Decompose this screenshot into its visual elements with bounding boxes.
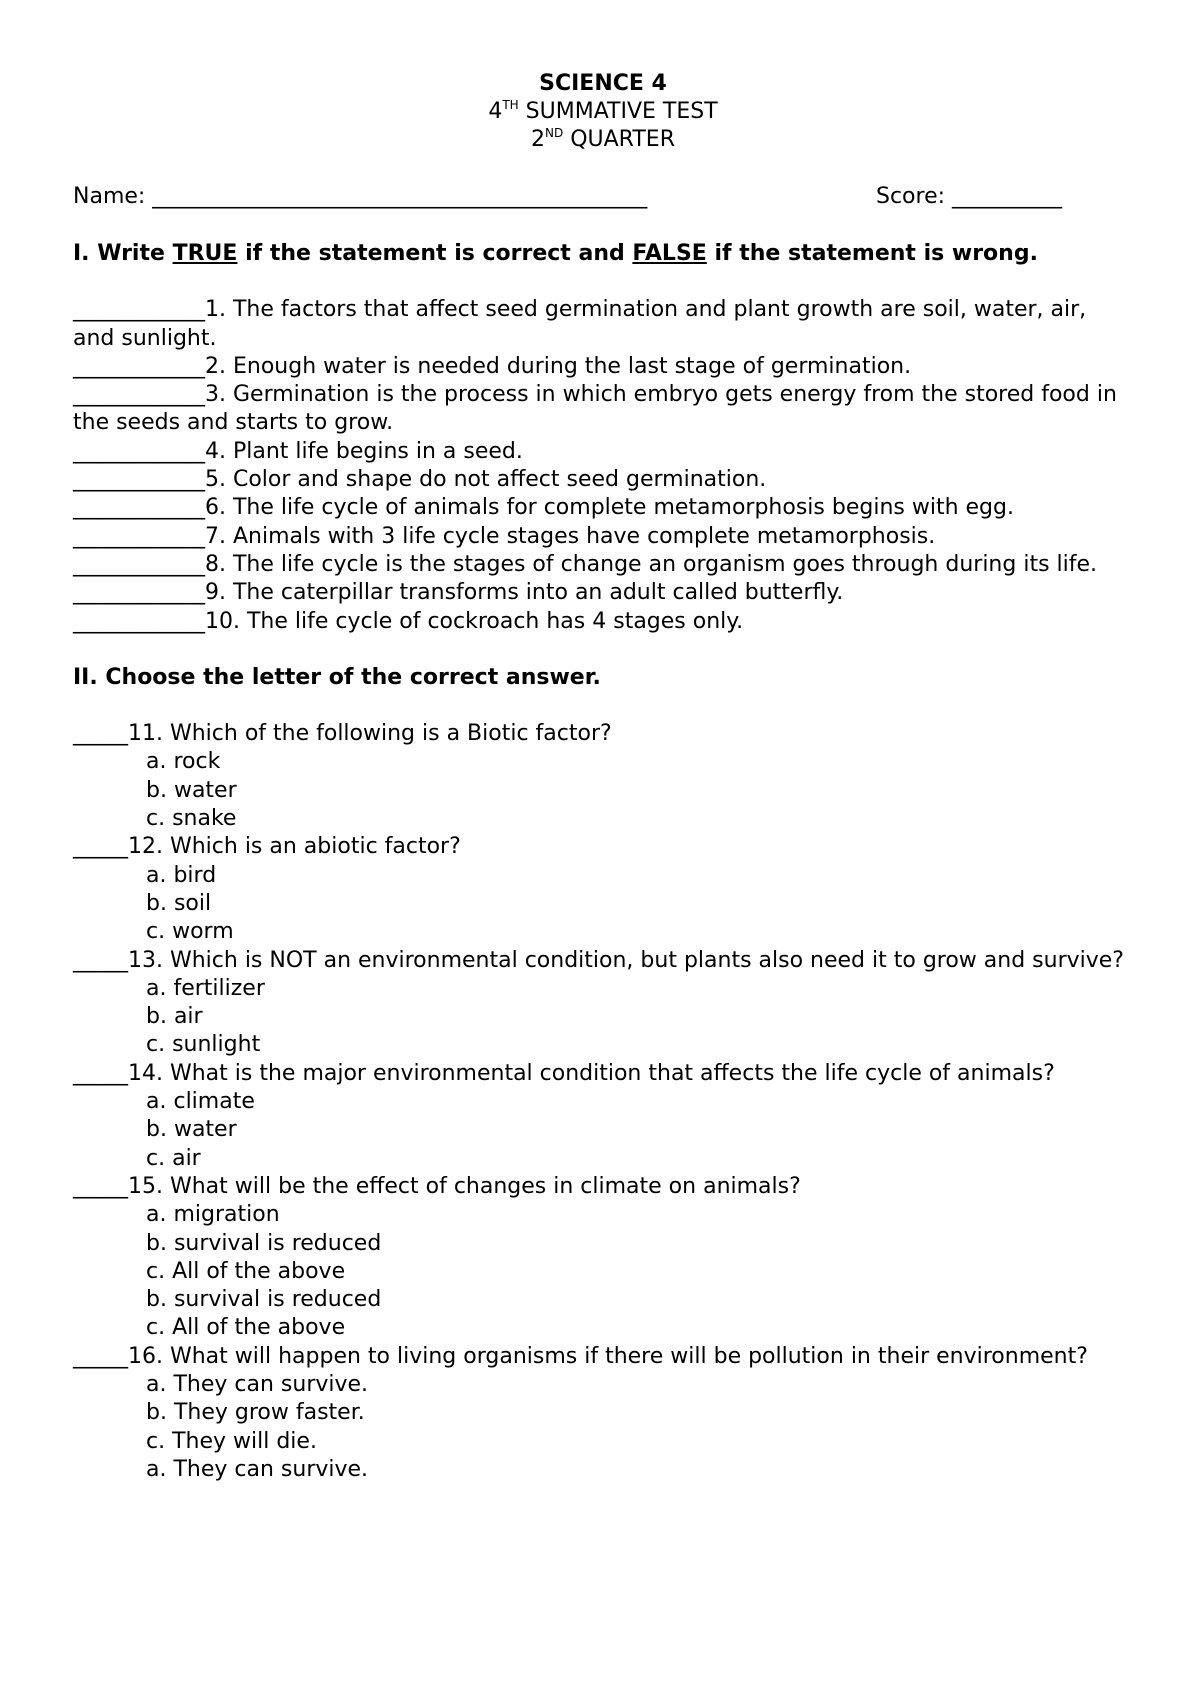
- choice: c. sunlight: [146, 1032, 261, 1058]
- test-page: [73, 70, 1133, 1484]
- tf-item-6: ____________6. The life cycle of animals for complete metamorphosis begins with egg.: [73, 495, 1014, 521]
- part2-directions: II. Choose the letter of the correct answer.: [73, 664, 601, 690]
- directions-text-3: if the statement is wrong.: [706, 241, 1038, 266]
- choice: a. They can survive.: [146, 1456, 369, 1482]
- tf-item-10: ____________10. The life cycle of cockroach has 4 stages only.: [73, 608, 744, 634]
- tf-item-3: ____________3. Germination is the process in which embryo gets energy from the stored food in the seeds and starts to grow.: [73, 382, 1117, 436]
- choice: b. soil: [146, 890, 212, 916]
- test-subtitle: [73, 98, 1133, 126]
- true-keyword: TRUE: [172, 241, 238, 266]
- tf-item-5: ____________5. Color and shape do not affect seed germination.: [73, 467, 767, 493]
- tf-item-8: ____________8. The life cycle is the stages of change an organism goes through during its life.: [73, 551, 1098, 577]
- choice: c. snake: [146, 806, 237, 832]
- choice: a. fertilizer: [146, 975, 265, 1001]
- tf-item-7: ____________7. Animals with 3 life cycle stages have complete metamorphosis.: [73, 523, 936, 549]
- part1-items: [73, 296, 1133, 636]
- choice: b. They grow faster.: [146, 1400, 365, 1426]
- question-14: _____14. What is the major environmental condition that affects the life cycle of animals?: [73, 1060, 1055, 1086]
- false-keyword: FALSE: [632, 241, 707, 266]
- directions-text-2: if the statement is correct and: [237, 241, 633, 266]
- quarter-number: 2: [531, 127, 545, 152]
- spacer: [73, 268, 1133, 296]
- tf-item-4: ____________4. Plant life begins in a seed.: [73, 438, 523, 464]
- question-16: _____16. What will happen to living organisms if there will be pollution in their environment?: [73, 1343, 1088, 1369]
- choice: a. rock: [146, 749, 221, 775]
- name-field[interactable]: Name: _____________________________________________: [73, 184, 648, 209]
- name-score-row: [73, 183, 1133, 211]
- choice: b. air: [146, 1004, 203, 1030]
- page-title: SCIENCE 4: [539, 71, 667, 96]
- spacer: [73, 692, 1133, 720]
- question-13: _____13. Which is NOT an environmental condition, but plants also need it to grow and survive?: [73, 947, 1124, 973]
- question-11: _____11. Which of the following is a Biotic factor?: [73, 721, 612, 747]
- choice: a. climate: [146, 1089, 255, 1115]
- question-15: _____15. What will be the effect of changes in climate on animals?: [73, 1173, 801, 1199]
- choice: b. survival is reduced: [146, 1287, 382, 1313]
- subtitle-text: SUMMATIVE TEST: [518, 99, 718, 124]
- choice: c. All of the above: [146, 1258, 346, 1284]
- directions-text-1: I. Write: [73, 241, 173, 266]
- quarter-line: [73, 126, 1133, 154]
- score-field[interactable]: Score: __________: [876, 184, 1063, 209]
- tf-item-1: ____________1. The factors that affect seed germination and plant growth are soil, water, air, and sunlight.: [73, 297, 1087, 351]
- choice: a. They can survive.: [146, 1371, 369, 1397]
- part2-questions: [73, 720, 1133, 1484]
- question-12: _____12. Which is an abiotic factor?: [73, 834, 461, 860]
- choice: b. water: [146, 777, 237, 803]
- tf-item-2: ____________2. Enough water is needed during the last stage of germination.: [73, 353, 912, 379]
- tf-item-9: ____________9. The caterpillar transforms into an adult called butterfly.: [73, 580, 844, 606]
- choice: c. They will die.: [146, 1428, 317, 1454]
- choice: b. survival is reduced: [146, 1230, 382, 1256]
- choice: b. water: [146, 1117, 237, 1143]
- quarter-suffix: ND: [545, 126, 564, 140]
- choice: a. migration: [146, 1202, 280, 1228]
- spacer: [73, 636, 1133, 664]
- choice: c. All of the above: [146, 1315, 346, 1341]
- choice: a. bird: [146, 862, 217, 888]
- part1-directions: [73, 240, 1133, 268]
- quarter-text: QUARTER: [563, 127, 675, 152]
- choice: c. worm: [146, 919, 234, 945]
- subtitle-suffix: TH: [502, 98, 519, 112]
- subtitle-number: 4: [488, 99, 503, 124]
- choice: c. air: [146, 1145, 201, 1171]
